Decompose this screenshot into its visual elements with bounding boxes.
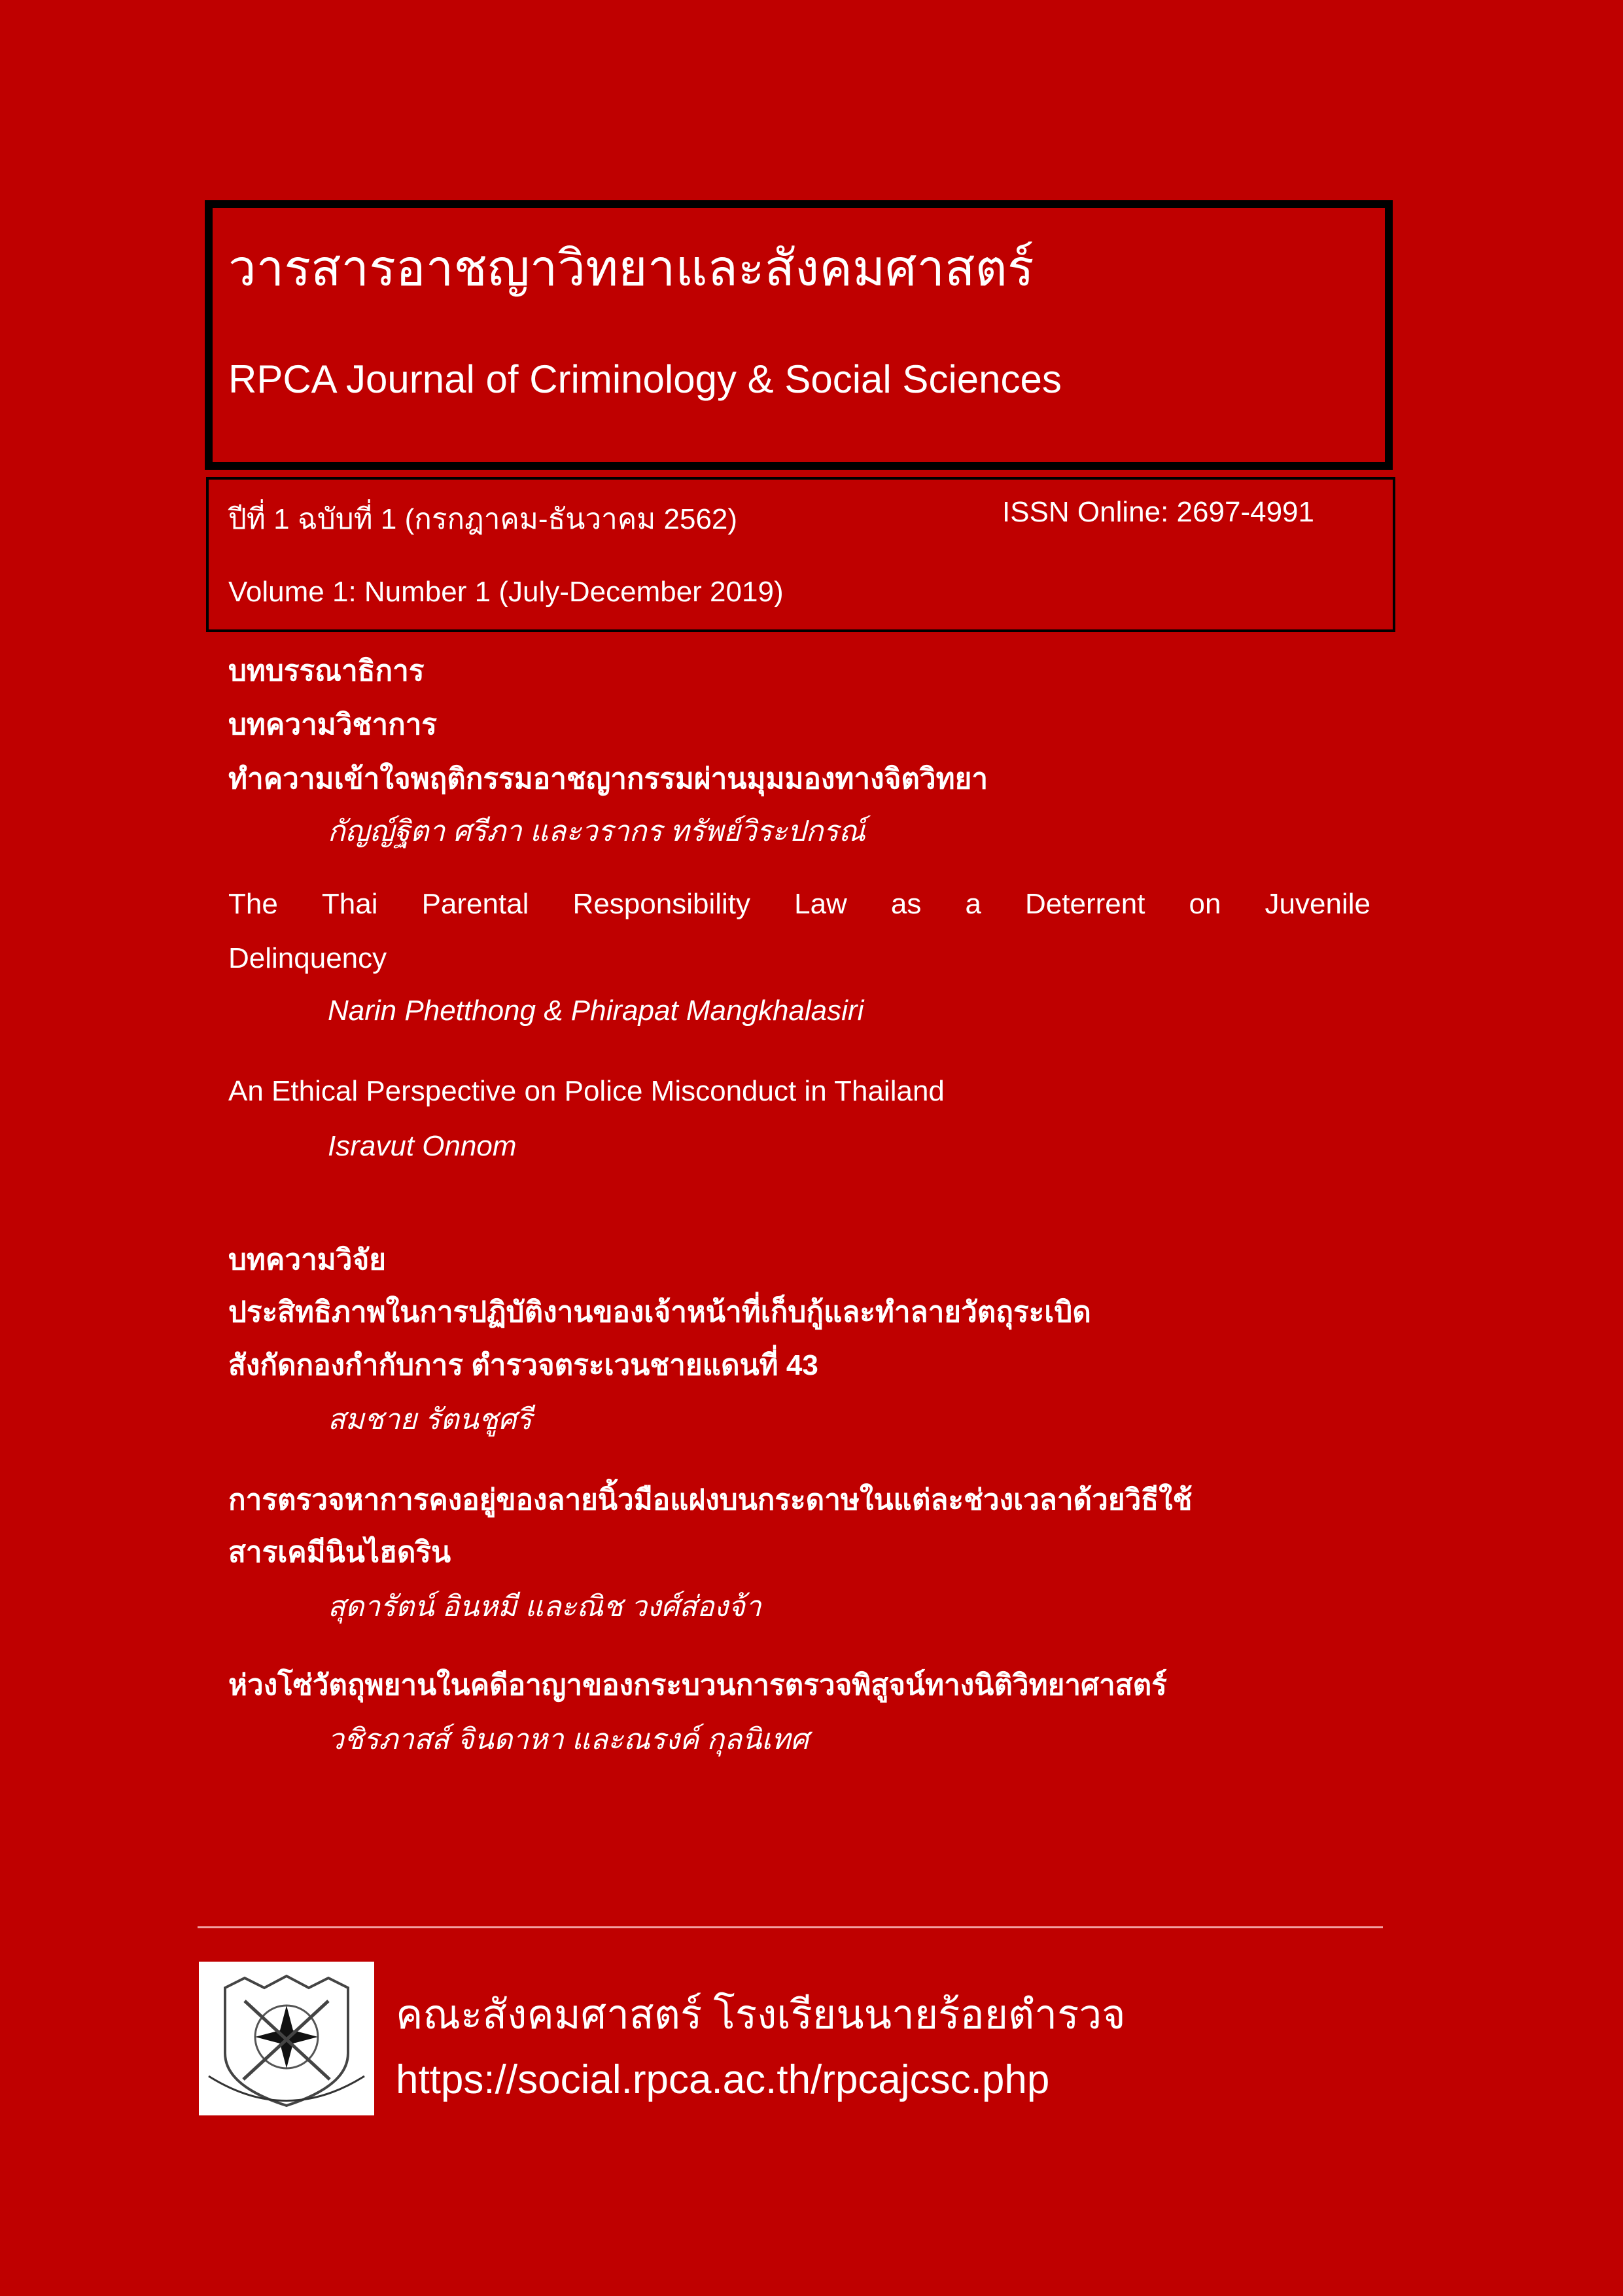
- academic-heading: บทความวิชาการ: [228, 709, 438, 741]
- article-authors: สมชาย รัตนชูศรี: [328, 1404, 532, 1436]
- title-word: as: [890, 888, 922, 920]
- article-title: ประสิทธิภาพในการปฏิบัติงานของเจ้าหน้าที่เก็บกู้และทำลายวัตถุระเบิด: [228, 1296, 1091, 1328]
- shield-emblem-icon: [199, 1962, 374, 2115]
- article-title: ทำความเข้าใจพฤติกรรมอาชญากรรมผ่านมุมมองทางจิตวิทยา: [228, 763, 988, 795]
- article-authors: สุดารัตน์ อินหมี และณิช วงศ์ส่องจ้า: [328, 1591, 761, 1623]
- issue-english: Volume 1: Number 1 (July-December 2019): [228, 576, 784, 608]
- journal-title-thai: วารสารอาชญาวิทยาและสังคมศาสตร์: [228, 241, 1034, 296]
- article-title-cont: สารเคมีนินไฮดริน: [228, 1536, 451, 1568]
- title-word: Thai: [321, 888, 378, 920]
- article-title-cont: สังกัดกองกำกับการ ตำรวจตระเวนชายแดนที่ 43: [228, 1349, 818, 1381]
- article-authors: กัญญ์ฐิตา ศรีภา และวรากร ทรัพย์วิระปกรณ์: [328, 815, 865, 847]
- issue-thai: ปีที่ 1 ฉบับที่ 1 (กรกฎาคม-ธันวาคม 2562): [228, 503, 738, 535]
- article-authors: วชิรภาสส์ จินดาหา และณรงค์ กุลนิเทศ: [328, 1723, 809, 1756]
- journal-title-english: RPCA Journal of Criminology & Social Sciences: [228, 357, 1062, 401]
- article-title: An Ethical Perspective on Police Misconduct in Thailand: [228, 1075, 945, 1107]
- faculty-name: คณะสังคมศาสตร์ โรงเรียนนายร้อยตำรวจ: [396, 1992, 1126, 2038]
- article-title: ห่วงโซ่วัตถุพยานในคดีอาญาของกระบวนการตรวจพิสูจน์ทางนิติวิทยาศาสตร์: [228, 1669, 1167, 1701]
- title-word: on: [1189, 888, 1221, 920]
- issn: ISSN Online: 2697-4991: [1002, 496, 1314, 528]
- article-title-cont: Delinquency: [228, 942, 387, 974]
- title-word: a: [965, 888, 981, 920]
- title-word: Law: [794, 888, 847, 920]
- editorial-heading: บทบรรณาธิการ: [228, 655, 425, 687]
- article-title: การตรวจหาการคงอยู่ของลายนิ้วมือแฝงบนกระดาษในแต่ละช่วงเวลาด้วยวิธีใช้: [228, 1484, 1193, 1516]
- police-cadet-academy-logo: [199, 1962, 374, 2115]
- title-word: The: [228, 888, 278, 920]
- website-url[interactable]: https://social.rpca.ac.th/rpcajcsc.php: [396, 2057, 1050, 2102]
- title-word: Responsibility: [572, 888, 751, 920]
- article-title: [228, 888, 1370, 921]
- title-word: Deterrent: [1025, 888, 1145, 920]
- article-authors: Narin Phetthong & Phirapat Mangkhalasiri: [328, 995, 864, 1027]
- article-authors: Isravut Onnom: [328, 1130, 517, 1162]
- divider: [198, 1926, 1383, 1928]
- research-heading: บทความวิจัย: [228, 1244, 387, 1276]
- title-word: Juvenile: [1265, 888, 1370, 920]
- title-word: Parental: [421, 888, 529, 920]
